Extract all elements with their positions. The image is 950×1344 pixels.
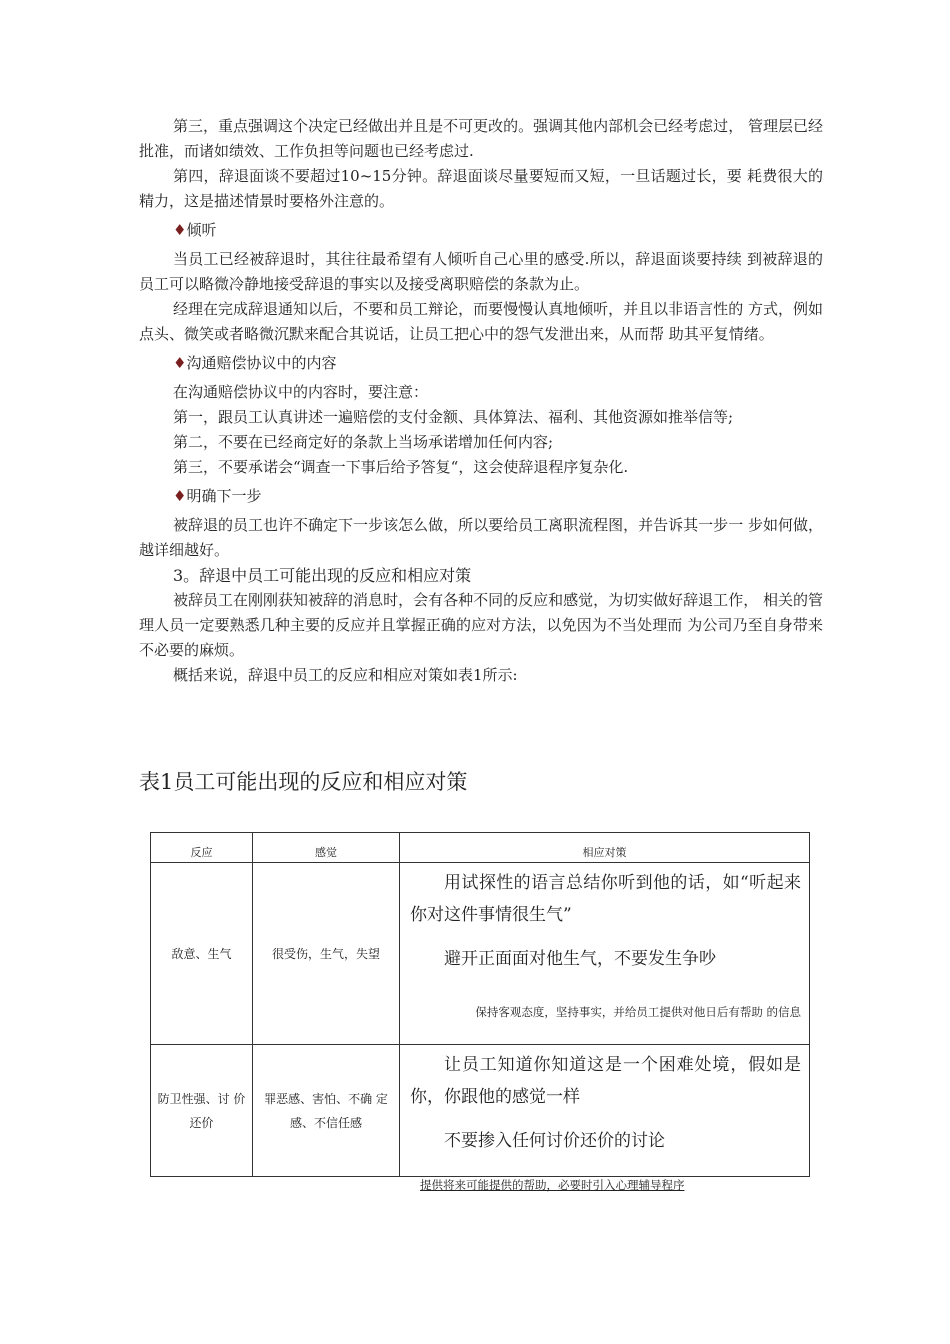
section-heading-listen: ♦倾听 xyxy=(173,221,217,239)
body-text xyxy=(139,114,823,688)
strategy-cell xyxy=(400,863,810,1045)
paragraph: 概括来说，辞退中员工的反应和相应对策如表1所示: xyxy=(173,666,518,684)
diamond-bullet-icon: ♦ xyxy=(173,354,187,372)
strategy-cell xyxy=(400,1045,810,1177)
strategy-item: 用试探性的语言总结你听到他的话，如“听起来你对这件事情很生气” xyxy=(410,873,801,925)
table-title: 表1员工可能出现的反应和相应对策 xyxy=(139,770,468,794)
header-reaction: 反应 xyxy=(151,833,253,863)
strategy-item: 避开正面面对他生气，不要发生争吵 xyxy=(444,949,716,969)
paragraph: 被辞退的员工也许不确定下一步该怎么做，所以要给员工离职流程图，并告诉其一步一 步如何做，越详细越好。 xyxy=(139,516,823,559)
header-feeling: 感觉 xyxy=(253,833,400,863)
section-heading-next-step: ♦明确下一步 xyxy=(173,487,262,505)
reaction-cell: 敌意、生气 xyxy=(151,863,253,1045)
diamond-bullet-icon: ♦ xyxy=(173,221,187,239)
table-header-row xyxy=(151,833,810,863)
section-heading-communicate: ♦沟通赔偿协议中的内容 xyxy=(173,354,337,372)
header-strategy: 相应对策 xyxy=(400,833,810,863)
reaction-table xyxy=(150,832,810,1177)
strategy-item: 保持客观态度，坚持事实，并给员工提供对他日后有帮助 的信息 xyxy=(475,1005,801,1019)
list-item: 第三，不要承诺会“调查一下事后给予答复“，这会使辞退程序复杂化. xyxy=(173,458,629,476)
table-footnote: 提供将来可能提供的帮助，必要时引入心理辅导程序 xyxy=(420,1178,685,1192)
reaction-cell: 防卫性强、讨 价还价 xyxy=(151,1045,253,1177)
feeling-cell: 很受伤，生气，失望 xyxy=(253,863,400,1045)
list-item: 第一，跟员工认真讲述一遍赔偿的支付金额、具体算法、福利、其他资源如推举信等; xyxy=(173,408,734,426)
strategy-item: 让员工知道你知道这是一个困难处境，假如是你，你跟他的感觉一样 xyxy=(410,1055,801,1107)
feeling-cell: 罪恶感、害怕、不确 定感、不信任感 xyxy=(253,1045,400,1177)
list-item: 第二，不要在已经商定好的条款上当场承诺增加任何内容; xyxy=(173,433,554,451)
section-heading-3: 3。辞退中员工可能出现的反应和相应对策 xyxy=(173,566,472,585)
paragraph: 经理在完成辞退通知以后，不要和员工辩论，而要慢慢认真地倾听，并且以非语言性的 方式，例如点头、微笑或者略微沉默来配合其说话，让员工把心中的怨气发泄出来，从而帮 助其平复情绪。 xyxy=(139,300,823,343)
paragraph: 被辞员工在刚刚获知被辞的消息时，会有各种不同的反应和感觉，为切实做好辞退工作， 相关的管理人员一定要熟悉几种主要的反应并且掌握正确的应对方法，以免因为不当处理而 为公司乃至自身带来不必要的麻烦。 xyxy=(139,591,823,659)
diamond-bullet-icon: ♦ xyxy=(173,487,187,505)
paragraph: 在沟通赔偿协议中的内容时，要注意： xyxy=(173,383,429,401)
paragraph: 当员工已经被辞退时，其往往最希望有人倾听自己心里的感受.所以，辞退面谈要持续 到被辞退的员工可以略微冷静地接受辞退的事实以及接受离职赔偿的条款为止。 xyxy=(139,250,823,293)
strategy-item: 不要掺入任何讨价还价的讨论 xyxy=(444,1131,665,1151)
paragraph: 第三，重点强调这个决定已经做出并且是不可更改的。强调其他内部机会已经考虑过， 管理层已经批准，而诸如绩效、工作负担等问题也已经考虑过. xyxy=(139,117,823,160)
paragraph: 第四，辞退面谈不要超过10~15分钟。辞退面谈尽量要短而又短，一旦话题过长，要 耗费很大的精力，这是描述情景时要格外注意的。 xyxy=(139,167,823,210)
table-row xyxy=(151,1045,810,1177)
table-row xyxy=(151,863,810,1045)
